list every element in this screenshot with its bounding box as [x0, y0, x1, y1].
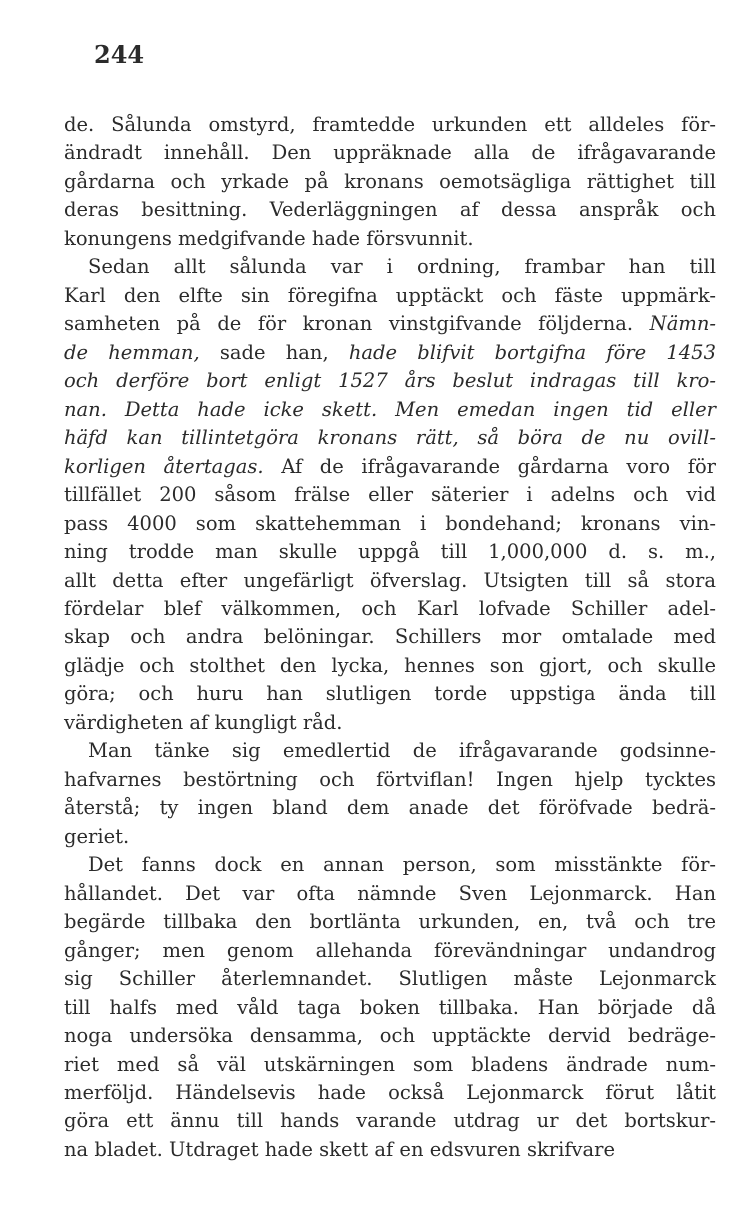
text-line	[64, 937, 716, 965]
text-segment: återstå; ty ingen bland dem anade det föröfvade bedrä-	[64, 796, 716, 820]
text-segment: hållandet. Det var ofta nämnde Sven Lejonmarck. Han	[64, 881, 716, 905]
text-line	[64, 623, 716, 651]
text-line	[64, 1107, 716, 1135]
text-line	[64, 168, 716, 196]
text-segment: na bladet. Utdraget hade skett af en edsvuren skrifvare	[64, 1137, 616, 1161]
text-line	[64, 823, 716, 851]
text-segment: Karl den elfte sin föregifna upptäckt och fäste uppmärk-	[64, 283, 716, 307]
text-line	[64, 253, 716, 281]
text-line	[64, 1022, 716, 1050]
text-line	[64, 367, 716, 395]
italic-text-segment: Nämn-	[649, 312, 716, 336]
text-segment: ändradt innehåll. Den uppräknade alla de ifrågavarande	[64, 141, 716, 165]
text-segment: begärde tillbaka den bortlänta urkunden, en, två och tre	[64, 910, 716, 934]
text-segment: skap och andra belöningar. Schillers mor omtalade med	[64, 625, 716, 649]
text-segment: Man tänke sig emedlertid de ifrågavarande godsinne-	[88, 739, 716, 763]
text-line	[64, 111, 716, 139]
text-line	[64, 310, 716, 338]
text-line	[64, 282, 716, 310]
text-segment: hafvarnes bestörtning och förtviflan! Ingen hjelp tycktes	[64, 767, 716, 791]
text-segment: geriet.	[64, 824, 130, 848]
text-segment: pass 4000 som skattehemman i bondehand; kronans vin-	[64, 511, 716, 535]
italic-text-segment: och derföre bort enligt 1527 års beslut indragas till kro-	[64, 369, 716, 393]
text-line	[64, 994, 716, 1022]
text-line	[64, 794, 716, 822]
text-line	[64, 139, 716, 167]
text-line	[64, 510, 716, 538]
text-segment: konungens medgifvande hade försvunnit.	[64, 226, 474, 250]
text-segment: värdigheten af kungligt råd.	[64, 710, 343, 734]
text-segment: noga undersöka densamma, och upptäckte dervid bedräge-	[64, 1024, 716, 1048]
text-line	[64, 538, 716, 566]
text-line	[64, 424, 716, 452]
text-line	[64, 965, 716, 993]
text-segment: gånger; men genom allehanda förevändningar undandrog	[64, 938, 716, 962]
page-number: 244	[94, 40, 145, 69]
text-segment: göra ett ännu till hands varande utdrag ur det bortskur-	[64, 1109, 716, 1133]
text-line	[64, 196, 716, 224]
text-line	[64, 737, 716, 765]
text-line	[64, 396, 716, 424]
text-segment: merföljd. Händelsevis hade också Lejonmarck förut låtit	[64, 1080, 716, 1104]
text-segment: sig Schiller återlemnandet. Slutligen måste Lejonmarck	[64, 967, 716, 991]
text-line	[64, 339, 716, 367]
text-segment: deras besittning. Vederläggningen af dessa anspråk och	[64, 198, 716, 222]
text-line	[64, 453, 716, 481]
text-segment: tillfället 200 såsom frälse eller säterier i adelns och vid	[64, 483, 716, 507]
text-segment: gårdarna och yrkade på kronans oemotsägliga rättighet till	[64, 169, 716, 193]
italic-text-segment: korligen återtagas.	[64, 454, 264, 478]
text-segment: Det fanns dock en annan person, som misstänkte för-	[88, 853, 716, 877]
italic-text-segment: nan. Detta hade icke skett. Men emedan ingen tid eller	[64, 397, 716, 421]
text-segment: de. Sålunda omstyrd, framtedde urkunden ett alldeles för-	[64, 113, 716, 136]
text-line	[64, 680, 716, 708]
text-segment: sade han,	[199, 340, 349, 364]
text-segment: fördelar blef välkommen, och Karl lofvade Schiller adel-	[64, 596, 716, 620]
text-line	[64, 567, 716, 595]
text-segment: Af de ifrågavarande gårdarna voro för	[263, 454, 717, 478]
italic-text-segment: de hemman,	[64, 340, 200, 364]
text-segment: allt detta efter ungefärligt öfverslag. Utsigten till så stora	[64, 568, 716, 592]
italic-text-segment: häfd kan tillintetgöra kronans rätt, så böra de nu ovill-	[64, 426, 716, 450]
text-line	[64, 766, 716, 794]
text-segment: till halfs med våld taga boken tillbaka. Han började då	[64, 995, 716, 1019]
text-segment: riet med så väl utskärningen som bladens ändrade num-	[64, 1052, 716, 1076]
text-segment: glädje och stolthet den lycka, hennes son gjort, och skulle	[64, 653, 716, 677]
text-line	[64, 851, 716, 879]
text-line	[64, 595, 716, 623]
text-segment: samheten på de för kronan vinstgifvande följderna.	[64, 312, 650, 336]
text-line	[64, 481, 716, 509]
text-line	[64, 1136, 716, 1164]
text-line	[64, 225, 716, 253]
text-segment: göra; och huru han slutligen torde uppstiga ända till	[64, 682, 716, 706]
text-segment: ning trodde man skulle uppgå till 1,000,000 d. s. m.,	[64, 540, 716, 564]
text-line	[64, 652, 716, 680]
text-line	[64, 1051, 716, 1079]
text-segment: Sedan allt sålunda var i ordning, frambar han till	[88, 255, 716, 279]
text-line	[64, 908, 716, 936]
italic-text-segment: hade blifvit bortgifna före 1453	[348, 340, 716, 364]
text-line	[64, 880, 716, 908]
text-line	[64, 1079, 716, 1107]
text-line	[64, 709, 716, 737]
